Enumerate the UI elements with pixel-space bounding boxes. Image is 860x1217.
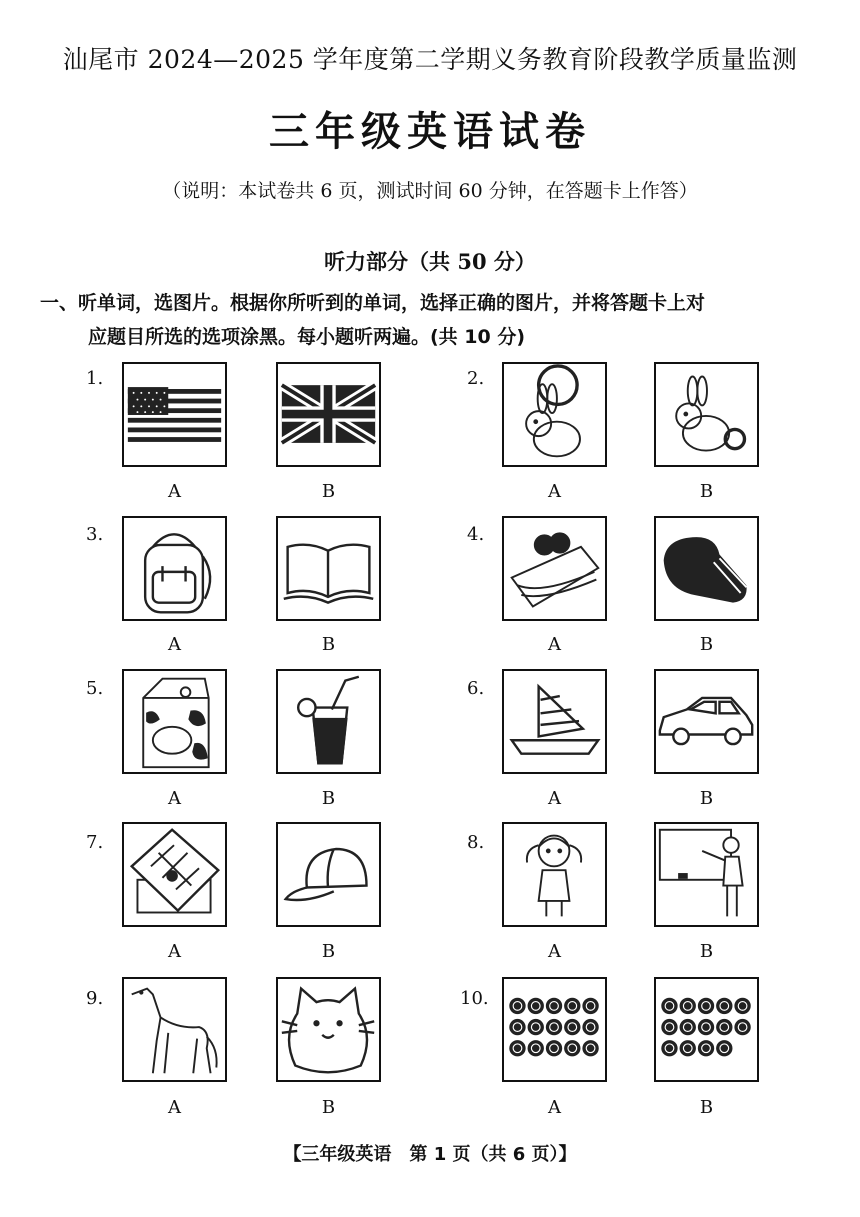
option-label: A [548, 788, 561, 809]
coin-mark [661, 998, 677, 1014]
coin-mark [698, 998, 714, 1014]
rabbit-ears-circled-icon[interactable] [502, 362, 607, 467]
option-label: A [548, 1097, 561, 1118]
coin-mark [509, 998, 525, 1014]
map-icon[interactable] [122, 822, 227, 927]
rabbit-tail-circled-icon[interactable] [654, 362, 759, 467]
option-label: B [699, 941, 714, 962]
option-label: B [699, 788, 714, 809]
coin-mark [680, 1040, 696, 1056]
coin-mark [546, 1040, 562, 1056]
exam-header-title: 汕尾市 2024—2025 学年度第二学期义务教育阶段教学质量监测 [62, 45, 798, 74]
cap-icon[interactable] [276, 822, 381, 927]
option-label: B [699, 481, 714, 502]
option-label: A [548, 634, 561, 655]
schoolgirl-icon[interactable] [502, 822, 607, 927]
coin-mark [716, 1019, 732, 1035]
question-number: 7. [86, 832, 104, 853]
book-icon[interactable] [276, 516, 381, 621]
coin-mark [698, 1040, 714, 1056]
option-label: B [321, 634, 336, 655]
car-icon[interactable] [654, 669, 759, 774]
option-label: A [548, 481, 561, 502]
coin-mark [734, 998, 750, 1014]
coin-mark [564, 1019, 580, 1035]
coin-mark [680, 998, 696, 1014]
uk-flag-icon[interactable] [276, 362, 381, 467]
bread-icon[interactable] [654, 516, 759, 621]
coin-mark [528, 1019, 544, 1035]
usa-flag-icon[interactable] [122, 362, 227, 467]
instruction-line-1: 一、听单词，选图片。根据你所听到的单词，选择正确的图片，并将答题卡上对 [40, 292, 706, 314]
option-label: B [321, 1097, 336, 1118]
coin-mark [509, 1019, 525, 1035]
sailboat-icon[interactable] [502, 669, 607, 774]
question-number: 6. [467, 678, 485, 699]
coin-mark [582, 998, 598, 1014]
cat-icon[interactable] [276, 977, 381, 1082]
section-title: 听力部分（共 50 分） [324, 249, 536, 274]
dog-icon[interactable] [122, 977, 227, 1082]
question-number: 9. [86, 988, 104, 1009]
exam-note: （说明：本试卷共 6 页，测试时间 60 分钟，在答题卡上作答） [162, 180, 698, 202]
coin-mark [528, 998, 544, 1014]
coin-mark [680, 1019, 696, 1035]
teacher-icon[interactable] [654, 822, 759, 927]
coin-mark [698, 1019, 714, 1035]
coin-mark [564, 998, 580, 1014]
option-label: A [168, 941, 181, 962]
coin-mark [734, 1019, 750, 1035]
backpack-icon[interactable] [122, 516, 227, 621]
coin-mark [582, 1040, 598, 1056]
question-number: 2. [467, 368, 485, 389]
coin-mark [582, 1019, 598, 1035]
coins-fourteen-icon[interactable] [654, 977, 759, 1082]
coin-mark [661, 1019, 677, 1035]
instruction-line-2: 应题目所选的选项涂黑。每小题听两遍。(共 10 分) [88, 326, 526, 348]
coin-mark [546, 998, 562, 1014]
option-label: A [548, 941, 561, 962]
option-label: B [699, 1097, 714, 1118]
question-number: 1. [86, 368, 104, 389]
option-label: B [321, 941, 336, 962]
coin-mark [716, 1040, 732, 1056]
question-number: 8. [467, 832, 485, 853]
option-label: A [168, 634, 181, 655]
page-footer: 【三年级英语 第 1 页（共 6 页）】 [283, 1144, 577, 1165]
coin-mark [661, 1040, 677, 1056]
milk-carton-icon[interactable] [122, 669, 227, 774]
coin-mark [716, 998, 732, 1014]
question-number: 4. [467, 524, 485, 545]
question-number: 5. [86, 678, 104, 699]
coin-mark [546, 1019, 562, 1035]
option-label: B [699, 634, 714, 655]
coins-fifteen-icon[interactable] [502, 977, 607, 1082]
coin-mark [509, 1040, 525, 1056]
option-label: B [321, 788, 336, 809]
option-label: A [168, 481, 181, 502]
juice-glass-icon[interactable] [276, 669, 381, 774]
coin-mark [528, 1040, 544, 1056]
option-label: B [321, 481, 336, 502]
option-label: A [168, 1097, 181, 1118]
question-number: 10. [460, 988, 489, 1009]
cake-icon[interactable] [502, 516, 607, 621]
question-number: 3. [86, 524, 104, 545]
option-label: A [168, 788, 181, 809]
coin-mark [564, 1040, 580, 1056]
exam-main-title: 三年级英语试卷 [269, 109, 591, 155]
